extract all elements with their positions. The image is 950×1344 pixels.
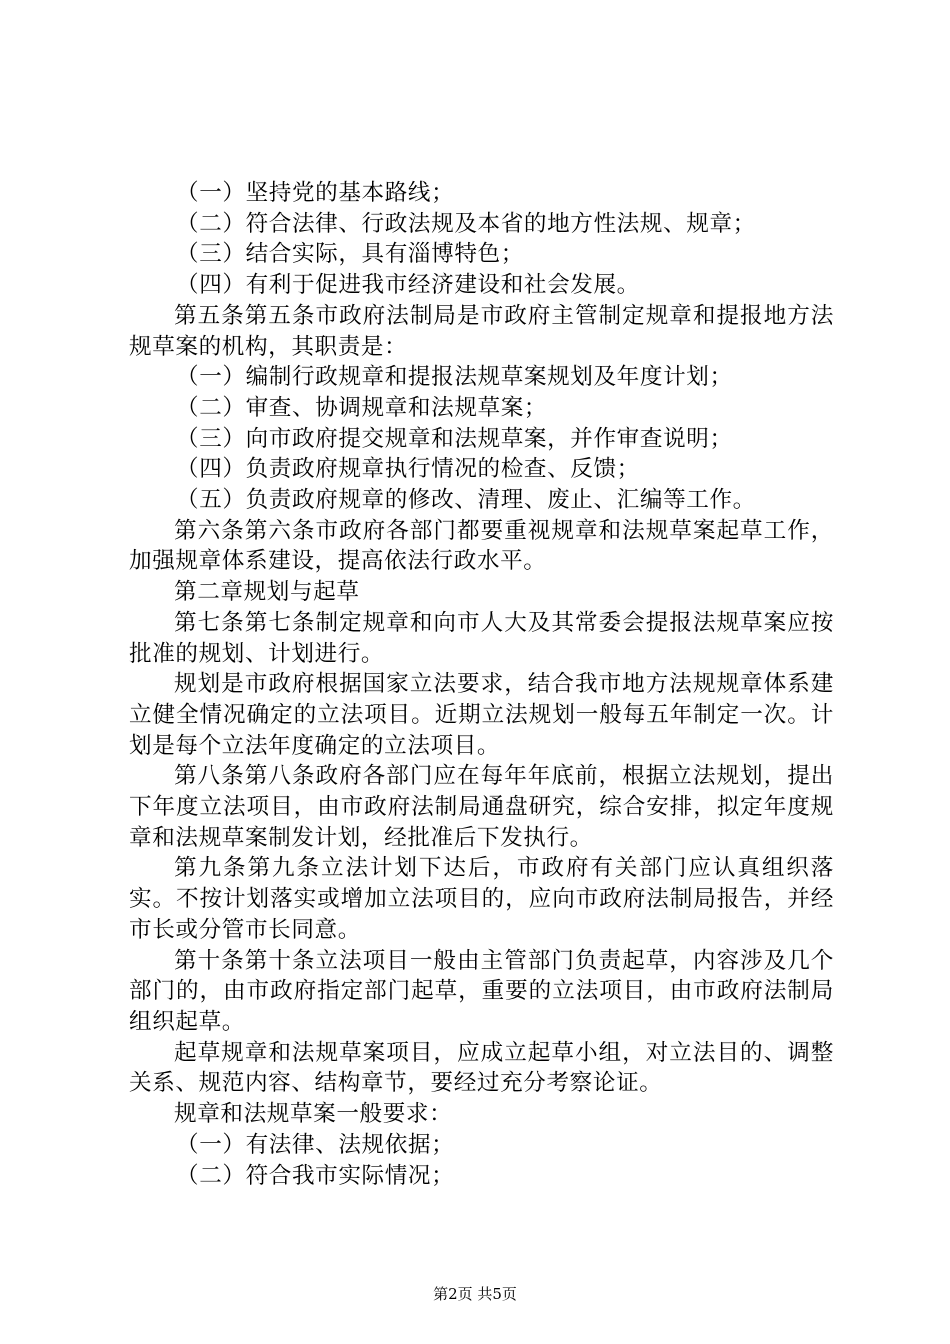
article-paragraph: 第五条第五条市政府法制局是市政府主管制定规章和提报地方法规草案的机构，其职责是： xyxy=(129,302,834,360)
list-item: （一）坚持党的基本路线； xyxy=(176,180,455,206)
article-paragraph: 起草规章和法规草案项目，应成立起草小组，对立法目的、调整关系、规范内容、结构章节，要经过充分考察论证。 xyxy=(129,1039,834,1097)
list-item: （二）符合我市实际情况； xyxy=(176,1162,455,1189)
article-paragraph: 第十条第十条立法项目一般由主管部门负责起草，内容涉及几个部门的，由市政府指定部门起草，重要的立法项目，由市政府法制局组织起草。 xyxy=(129,947,834,1035)
article-paragraph: 第八条第八条政府各部门应在每年年底前，根据立法规划，提出下年度立法项目，由市政府法制局通盘研究，综合安排，拟定年度规章和法规草案制发计划，经批准后下发执行。 xyxy=(129,763,834,851)
list-item: （二）符合法律、行政法规及本省的地方性法规、规章； xyxy=(176,210,756,237)
article-paragraph: 第六条第六条市政府各部门都要重视规章和法规草案起草工作，加强规章体系建设，提高依法行政水平。 xyxy=(129,517,834,575)
article-paragraph: 规章和法规草案一般要求： xyxy=(174,1101,453,1128)
article-paragraph: 规划是市政府根据国家立法要求，结合我市地方法规规章体系建立健全情况确定的立法项目。近期立法规划一般每五年制定一次。计划是每个立法年度确定的立法项目。 xyxy=(129,671,834,759)
article-paragraph: 第九条第九条立法计划下达后，市政府有关部门应认真组织落实。不按计划落实或增加立法项目的，应向市政府法制局报告，并经市长或分管市长同意。 xyxy=(129,855,834,943)
list-item: （三）结合实际，具有淄博特色； xyxy=(176,241,524,268)
article-paragraph: 第七条第七条制定规章和向市人大及其常委会提报法规草案应按批准的规划、计划进行。 xyxy=(129,609,834,667)
list-item: （四）负责政府规章执行情况的检查、反馈； xyxy=(176,456,640,483)
list-item: （二）审查、协调规章和法规草案； xyxy=(176,394,548,421)
list-item: （三）向市政府提交规章和法规草案，并作审查说明； xyxy=(176,425,733,452)
page-footer: 第2页 共5页 xyxy=(433,1285,517,1303)
document-body xyxy=(129,178,834,1191)
chapter-heading: 第二章规划与起草 xyxy=(174,579,360,606)
list-item: （五）负责政府规章的修改、清理、废止、汇编等工作。 xyxy=(176,487,756,514)
list-item: （一）有法律、法规依据； xyxy=(176,1131,455,1158)
list-item: （四）有利于促进我市经济建设和社会发展。 xyxy=(176,272,640,299)
list-item: （一）编制行政规章和提报法规草案规划及年度计划； xyxy=(176,364,733,391)
